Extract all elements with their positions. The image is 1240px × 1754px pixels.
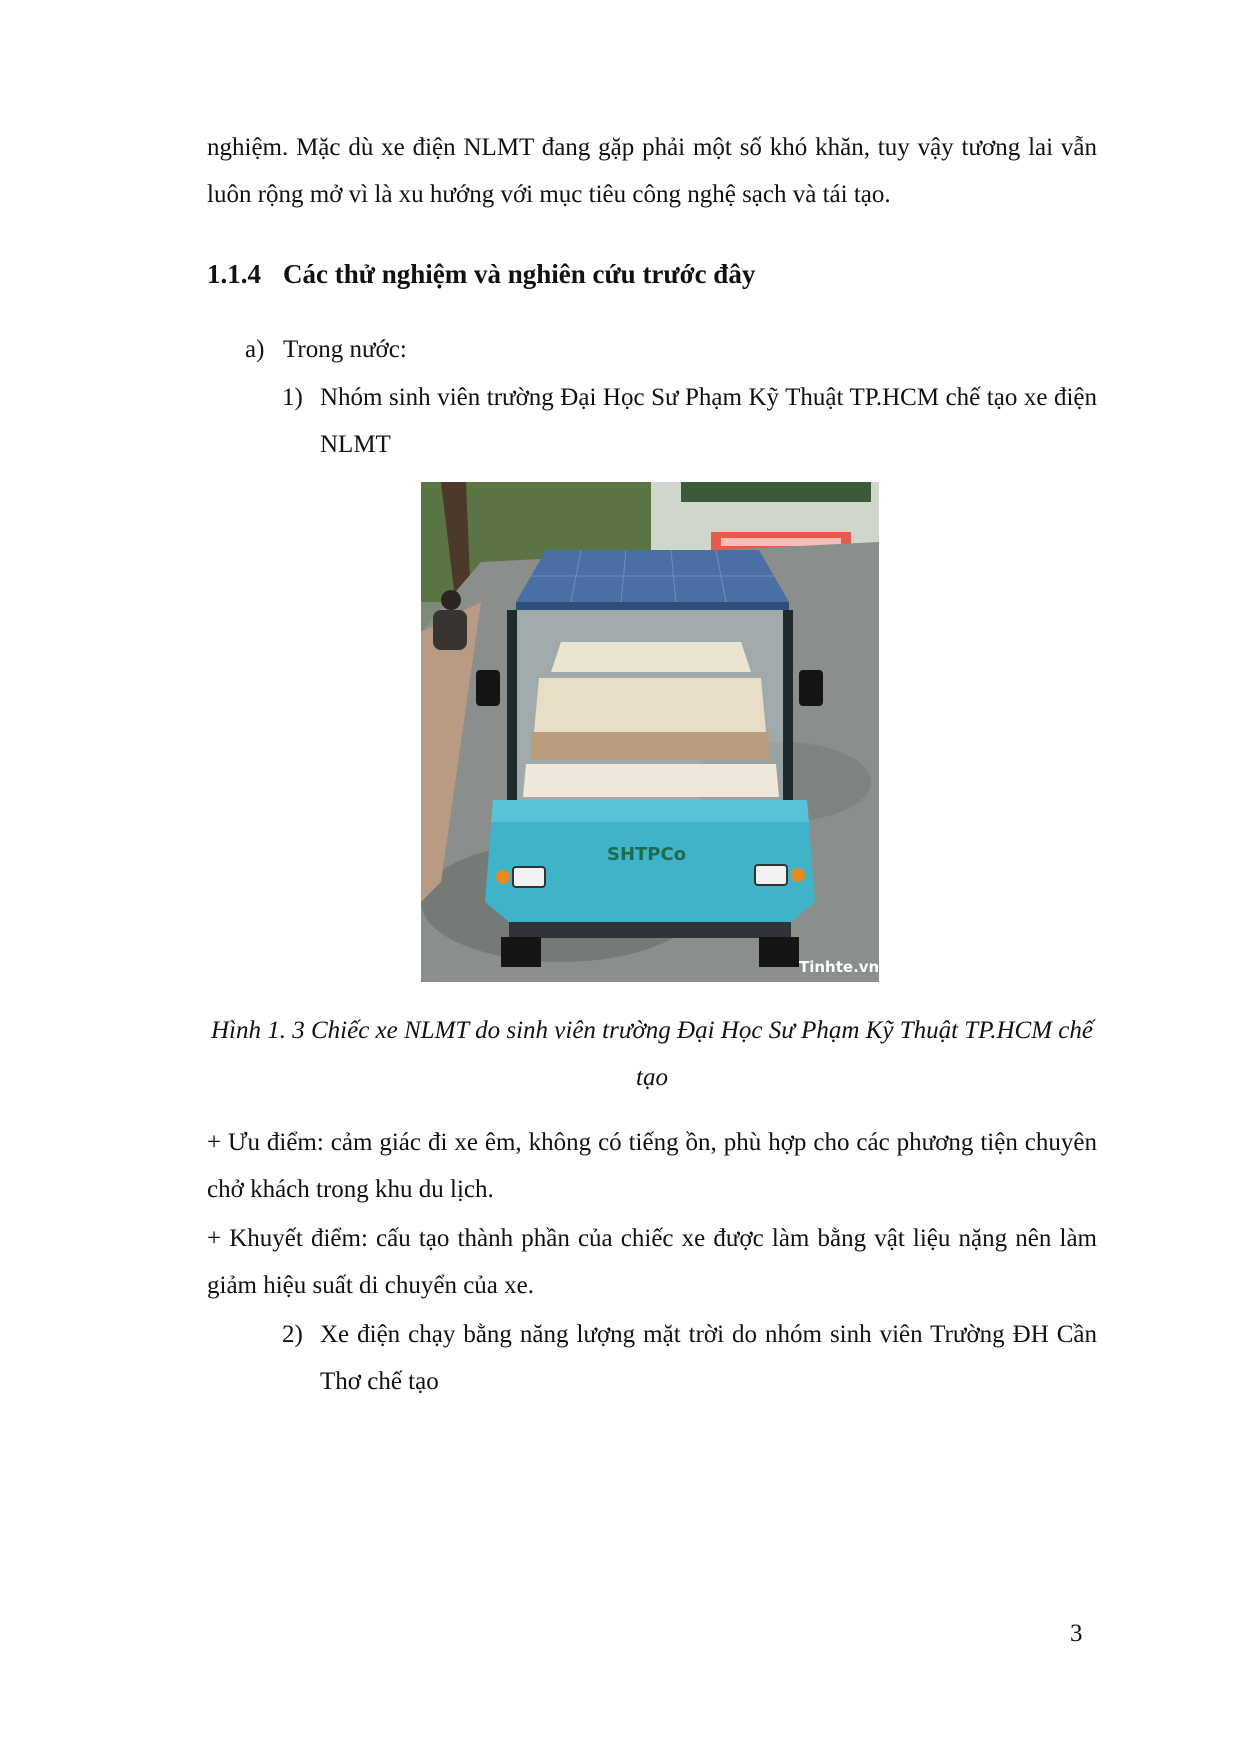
section-title: Các thử nghiệm và nghiên cứu trước đây (283, 259, 756, 289)
vehicle-logo: SHTPCo (607, 844, 687, 865)
photo-watermark: Tinhte.vn (799, 958, 879, 976)
solar-cart-illustration (421, 482, 879, 982)
list-item-domestic (245, 330, 407, 370)
figure-solar-cart-photo (421, 482, 879, 982)
page-number: 3 (1070, 1620, 1083, 1647)
list-item-text: Trong nước: (283, 336, 407, 363)
list-marker: 2) (282, 1321, 303, 1348)
list-item-2 (282, 1311, 1097, 1405)
list-item-1 (282, 374, 1097, 468)
list-marker: 1) (282, 384, 303, 411)
intro-paragraph: nghiệm. Mặc dù xe điện NLMT đang gặp phải một số khó khăn, tuy vậy tương lai vẫn luôn rộng mở vì là xu hướng với mục tiêu công nghệ sạch và tái tạo. (207, 134, 1097, 208)
disadvantage-paragraph: + Khuyết điểm: cấu tạo thành phần của chiếc xe được làm bằng vật liệu nặng nên làm giảm hiệu suất di chuyển của xe. (207, 1225, 1097, 1299)
list-marker: a) (245, 336, 265, 363)
advantage-paragraph: + Ưu điểm: cảm giác đi xe êm, không có tiếng ồn, phù hợp cho các phương tiện chuyên chở khách trong khu du lịch. (207, 1129, 1097, 1203)
section-heading (207, 254, 1097, 294)
list-item-text: Nhóm sinh viên trường Đại Học Sư Phạm Kỹ Thuật TP.HCM chế tạo xe điện NLMT (320, 384, 1097, 458)
list-item-text: Xe điện chạy bằng năng lượng mặt trời do nhóm sinh viên Trường ĐH Cần Thơ chế tạo (320, 1321, 1097, 1395)
figure-caption: Hình 1. 3 Chiếc xe NLMT do sinh viên trường Đại Học Sư Phạm Kỹ Thuật TP.HCM chế tạo (210, 1017, 1093, 1091)
section-number: 1.1.4 (207, 259, 261, 289)
